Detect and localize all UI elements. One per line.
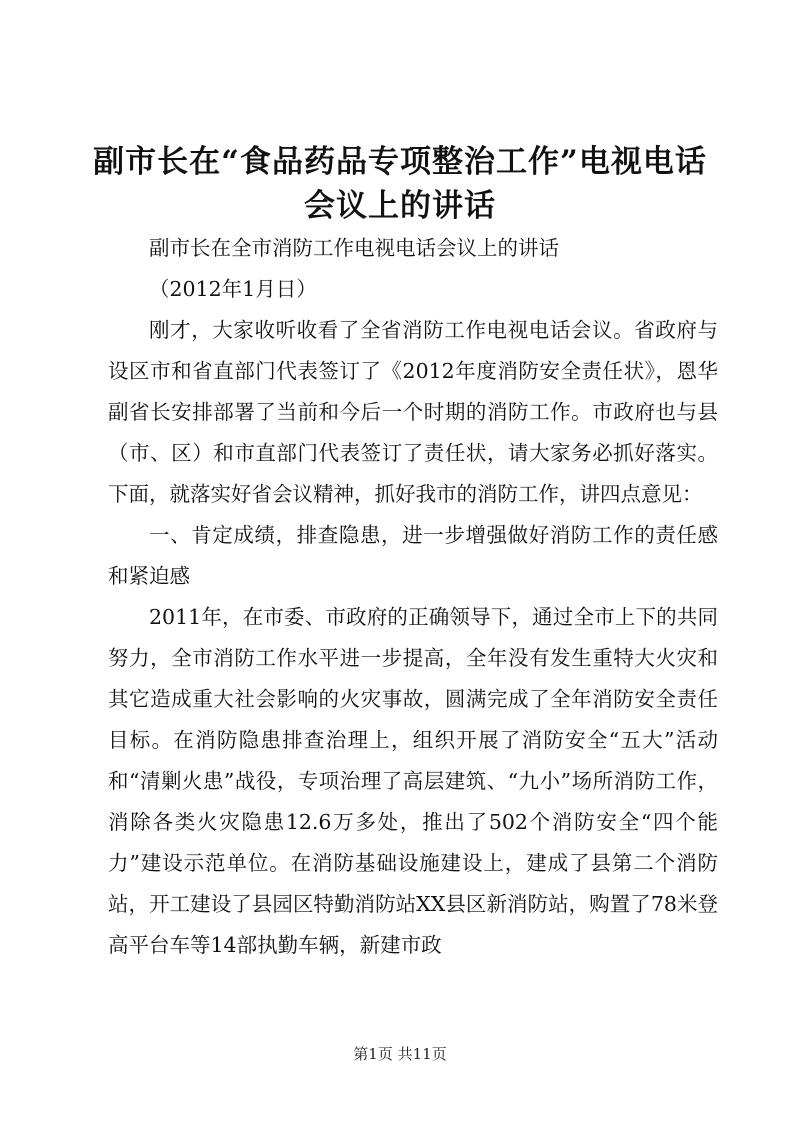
document-title <box>90 140 710 228</box>
date-paragraph: （2012年1月日） <box>149 277 317 301</box>
subtitle-paragraph: 副市长在全市消防工作电视电话会议上的讲话 <box>149 236 559 260</box>
title-line-2: 会议上的讲话 <box>304 188 496 224</box>
page-footer: 第1页 共11页 <box>353 1045 447 1063</box>
document-body <box>108 228 718 966</box>
body-paragraph: 2011年，在市委、市政府的正确领导下，通过全市上下的共同努力，全市消防工作水平进一步提高，全年没有发生重特大火灾和其它造成重大社会影响的火灾事故，圆满完成了全年消防安全责任目标。在消防隐患排查治理上，组织开展了消防安全“五大”活动和“清剿火患”战役，专项治理了高层建筑、“九小”场所消防工作，消除各类火灾隐患12.6万多处，推出了502个消防安全“四个能力”建设示范单位。在消防基础设施建设上，建成了县第二个消防站，开工建设了县园区特勤消防站XX县区新消防站，购置了78米登高平台车等14部执勤车辆，新建市政 <box>108 605 718 957</box>
title-line-1: 副市长在“食品药品专项整治工作”电视电话 <box>93 144 707 180</box>
intro-paragraph: 刚才，大家收听收看了全省消防工作电视电话会议。省政府与设区市和省直部门代表签订了《2012年度消防安全责任状》，恩华副省长安排部署了当前和今后一个时期的消防工作。市政府也与县（市、区）和市直部门代表签订了责任状，请大家务必抓好落实。下面，就落实好省会议精神，抓好我市的消防工作，讲四点意见： <box>108 318 718 506</box>
section-heading-1: 一、肯定成绩，排查隐患，进一步增强做好消防工作的责任感和紧迫感 <box>108 523 718 588</box>
